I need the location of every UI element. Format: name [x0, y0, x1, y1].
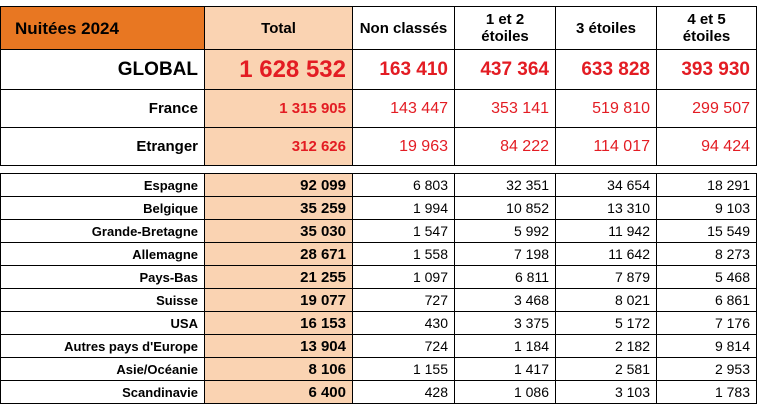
row-label: Suisse — [1, 289, 205, 312]
cell-1-2-etoiles: 7 198 — [455, 243, 556, 266]
row-total: 21 255 — [205, 266, 353, 289]
column-header-4-5-etoiles — [657, 7, 757, 50]
column-header-non-classes: Non classés — [353, 7, 455, 50]
cell-4-5-etoiles: 15 549 — [657, 220, 757, 243]
row-total: 13 904 — [205, 335, 353, 358]
cell-non-classes: 1 558 — [353, 243, 455, 266]
global-4-5-etoiles: 393 930 — [657, 50, 757, 90]
cell-non-classes: 19 963 — [353, 128, 455, 166]
header-text: 4 et 5 étoiles — [682, 11, 731, 45]
summary-row-etranger — [1, 128, 757, 166]
country-table — [0, 173, 757, 404]
cell-1-2-etoiles: 3 375 — [455, 312, 556, 335]
row-total: 16 153 — [205, 312, 353, 335]
global-1-2-etoiles: 437 364 — [455, 50, 556, 90]
cell-1-2-etoiles: 10 852 — [455, 197, 556, 220]
row-total: 8 106 — [205, 358, 353, 381]
global-total: 1 628 532 — [205, 50, 353, 90]
cell-3-etoiles: 11 642 — [556, 243, 657, 266]
cell-3-etoiles: 34 654 — [556, 174, 657, 197]
cell-3-etoiles: 13 310 — [556, 197, 657, 220]
row-label: Autres pays d'Europe — [1, 335, 205, 358]
cell-4-5-etoiles: 6 861 — [657, 289, 757, 312]
cell-non-classes: 6 803 — [353, 174, 455, 197]
table-row — [1, 381, 757, 404]
cell-1-2-etoiles: 6 811 — [455, 266, 556, 289]
cell-3-etoiles: 3 103 — [556, 381, 657, 404]
row-total: 6 400 — [205, 381, 353, 404]
cell-non-classes: 1 155 — [353, 358, 455, 381]
cell-1-2-etoiles: 84 222 — [455, 128, 556, 166]
row-total: 92 099 — [205, 174, 353, 197]
cell-3-etoiles: 5 172 — [556, 312, 657, 335]
column-header-3-etoiles: 3 étoiles — [556, 7, 657, 50]
cell-4-5-etoiles: 18 291 — [657, 174, 757, 197]
cell-3-etoiles: 8 021 — [556, 289, 657, 312]
cell-4-5-etoiles: 9 103 — [657, 197, 757, 220]
cell-1-2-etoiles: 32 351 — [455, 174, 556, 197]
summary-row-france — [1, 90, 757, 128]
row-total: 1 315 905 — [205, 90, 353, 128]
cell-non-classes: 430 — [353, 312, 455, 335]
cell-3-etoiles: 11 942 — [556, 220, 657, 243]
cell-non-classes: 1 097 — [353, 266, 455, 289]
cell-non-classes: 1 994 — [353, 197, 455, 220]
cell-non-classes: 1 547 — [353, 220, 455, 243]
row-label: Etranger — [1, 128, 205, 166]
table-row — [1, 266, 757, 289]
cell-4-5-etoiles: 1 783 — [657, 381, 757, 404]
cell-3-etoiles: 2 581 — [556, 358, 657, 381]
cell-1-2-etoiles: 1 184 — [455, 335, 556, 358]
cell-3-etoiles: 114 017 — [556, 128, 657, 166]
row-total: 312 626 — [205, 128, 353, 166]
cell-4-5-etoiles: 7 176 — [657, 312, 757, 335]
cell-1-2-etoiles: 5 992 — [455, 220, 556, 243]
table-row — [1, 312, 757, 335]
header-row — [1, 7, 757, 50]
cell-4-5-etoiles: 299 507 — [657, 90, 757, 128]
row-label: Pays-Bas — [1, 266, 205, 289]
cell-non-classes: 727 — [353, 289, 455, 312]
summary-table — [0, 6, 757, 166]
row-total: 19 077 — [205, 289, 353, 312]
table-title: Nuitées 2024 — [1, 7, 205, 50]
cell-1-2-etoiles: 353 141 — [455, 90, 556, 128]
cell-4-5-etoiles: 5 468 — [657, 266, 757, 289]
row-label: Scandinavie — [1, 381, 205, 404]
cell-4-5-etoiles: 94 424 — [657, 128, 757, 166]
row-total: 28 671 — [205, 243, 353, 266]
table-row — [1, 289, 757, 312]
row-label: France — [1, 90, 205, 128]
cell-non-classes: 724 — [353, 335, 455, 358]
row-label-global: GLOBAL — [1, 50, 205, 90]
header-text: 1 et 2 étoiles — [481, 11, 529, 45]
global-non-classes: 163 410 — [353, 50, 455, 90]
row-label: Asie/Océanie — [1, 358, 205, 381]
row-label: USA — [1, 312, 205, 335]
cell-non-classes: 143 447 — [353, 90, 455, 128]
cell-3-etoiles: 7 879 — [556, 266, 657, 289]
row-total: 35 030 — [205, 220, 353, 243]
cell-4-5-etoiles: 9 814 — [657, 335, 757, 358]
cell-1-2-etoiles: 1 417 — [455, 358, 556, 381]
row-label: Belgique — [1, 197, 205, 220]
table-row — [1, 197, 757, 220]
cell-3-etoiles: 2 182 — [556, 335, 657, 358]
table-row — [1, 174, 757, 197]
table-row — [1, 243, 757, 266]
cell-4-5-etoiles: 8 273 — [657, 243, 757, 266]
cell-1-2-etoiles: 1 086 — [455, 381, 556, 404]
row-total: 35 259 — [205, 197, 353, 220]
table-row — [1, 220, 757, 243]
cell-4-5-etoiles: 2 953 — [657, 358, 757, 381]
table-row — [1, 358, 757, 381]
global-3-etoiles: 633 828 — [556, 50, 657, 90]
global-row — [1, 50, 757, 90]
column-header-1-2-etoiles — [455, 7, 556, 50]
row-label: Grande-Bretagne — [1, 220, 205, 243]
cell-1-2-etoiles: 3 468 — [455, 289, 556, 312]
column-header-total: Total — [205, 7, 353, 50]
cell-3-etoiles: 519 810 — [556, 90, 657, 128]
table-row — [1, 335, 757, 358]
row-label: Espagne — [1, 174, 205, 197]
row-label: Allemagne — [1, 243, 205, 266]
cell-non-classes: 428 — [353, 381, 455, 404]
